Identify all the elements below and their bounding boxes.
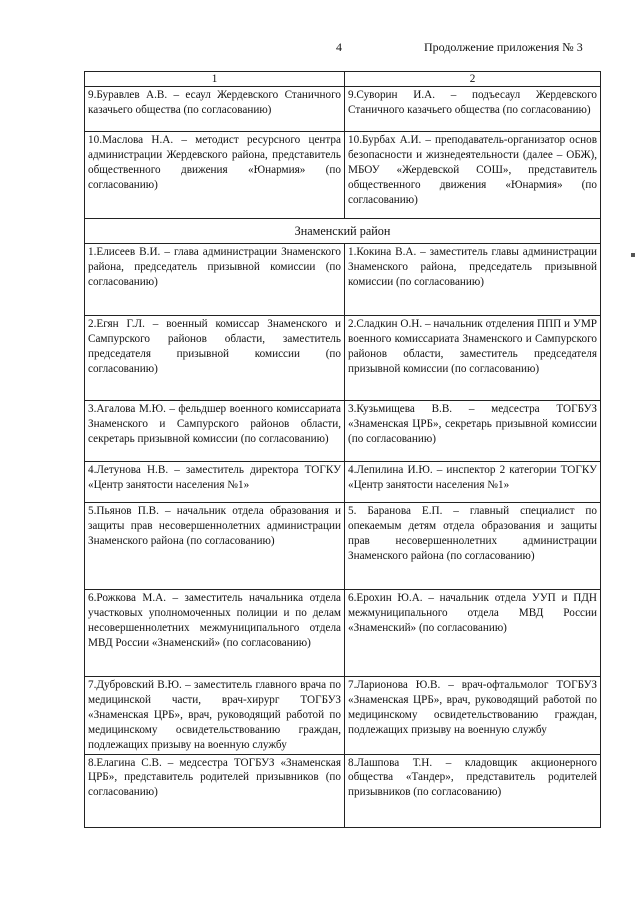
table-row [85, 244, 601, 316]
table-cell-reserve: 5. Баранова Е.П. – главный специалист по опекаемым детям отдела образования и защиты прав несовершеннолетних администрации Знаменского района (по согласованию) [345, 503, 601, 590]
column-header: 2 [345, 72, 601, 87]
table-cell-main: 8.Елагина С.В. – медсестра ТОГБУЗ «Знаменская ЦРБ», представитель родителей призывников (по согласованию) [85, 754, 345, 827]
table-row [85, 677, 601, 755]
table-cell-main: 7.Дубровский В.Ю. – заместитель главного врача по медицинской части, врач-хирург ТОГБУЗ «Знаменская ЦРБ», врач, руководящий работой по медицинскому освидетельствованию граждан, подлежащих призыву на военную службу [85, 677, 345, 755]
table-row [85, 503, 601, 590]
table-cell-main: 6.Рожкова М.А. – заместитель начальника отдела участковых уполномоченных полиции и по делам несовершеннолетних межмуниципального отдела МВД России «Знаменский» (по согласованию) [85, 590, 345, 677]
table-cell-main: 5.Пьянов П.В. – начальник отдела образования и защиты прав несовершеннолетних администрации Знаменского района (по согласованию) [85, 503, 345, 590]
table-cell-reserve: 2.Сладкин О.Н. – начальник отделения ППП и УМР военного комиссариата Знаменского и Сампурского районов области, заместитель председателя призывной комиссии (по согласованию) [345, 316, 601, 401]
page-number: 4 [336, 40, 342, 54]
appendix-note: Продолжение приложения № 3 [424, 40, 583, 54]
table-cell-reserve: 6.Ерохин Ю.А. – начальник отдела УУП и ПДН межмуниципального отдела МВД России «Знаменский» (по согласованию) [345, 590, 601, 677]
table-row [85, 754, 601, 827]
section-row [85, 219, 601, 244]
table-row [85, 462, 601, 503]
table-cell-reserve: 9.Суворин И.А. – подъесаул Жердевского Станичного казачьего общества (по согласованию) [345, 87, 601, 132]
table-row [85, 87, 601, 132]
table-cell-main: 2.Егян Г.Л. – военный комиссар Знаменского и Сампурского районов области, заместитель председателя призывной комиссии (по согласованию) [85, 316, 345, 401]
table-header-row [85, 72, 601, 87]
table-cell-reserve: 4.Лепилина И.Ю. – инспектор 2 категории ТОГКУ «Центр занятости населения №1» [345, 462, 601, 503]
scan-speck [631, 253, 635, 257]
section-title: Знаменский район [85, 219, 601, 244]
table-cell-reserve: 10.Бурбах А.И. – преподаватель-организатор основ безопасности и жизнедеятельности (далее – ОБЖ), МБОУ «Жердевской СОШ», представитель общественного движения «Юнармия» (по согласованию) [345, 132, 601, 219]
table-cell-main: 3.Агалова М.Ю. – фельдшер военного комиссариата Знаменского и Сампурского районов области, секретарь призывной комиссии (по согласованию) [85, 401, 345, 462]
table-cell-main: 9.Буравлев А.В. – есаул Жердевского Станичного казачьего общества (по согласованию) [85, 87, 345, 132]
table-row [85, 132, 601, 219]
commission-table [84, 71, 601, 828]
table-cell-reserve: 7.Ларионова Ю.В. – врач-офтальмолог ТОГБУЗ «Знаменская ЦРБ», врач, руководящий работой по медицинскому освидетельствованию граждан, подлежащих призыву на военную службу [345, 677, 601, 755]
table-cell-main: 1.Елисеев В.И. – глава администрации Знаменского района, председатель призывной комиссии (по согласованию) [85, 244, 345, 316]
column-header: 1 [85, 72, 345, 87]
table-row [85, 401, 601, 462]
table-cell-reserve: 1.Кокина В.А. – заместитель главы администрации Знаменского района, председатель призывной комиссии (по согласованию) [345, 244, 601, 316]
table-cell-reserve: 8.Лашпова Т.Н. – кладовщик акционерного общества «Тандер», представитель родителей призывников (по согласованию) [345, 754, 601, 827]
table-cell-main: 4.Летунова Н.В. – заместитель директора ТОГКУ «Центр занятости населения №1» [85, 462, 345, 503]
table-cell-main: 10.Маслова Н.А. – методист ресурсного центра администрации Жердевского района, представитель общественного движения «Юнармия» (по согласованию) [85, 132, 345, 219]
table-row [85, 590, 601, 677]
table-cell-reserve: 3.Кузьмищева В.В. – медсестра ТОГБУЗ «Знаменская ЦРБ», секретарь призывной комиссии (по согласованию) [345, 401, 601, 462]
table-row [85, 316, 601, 401]
